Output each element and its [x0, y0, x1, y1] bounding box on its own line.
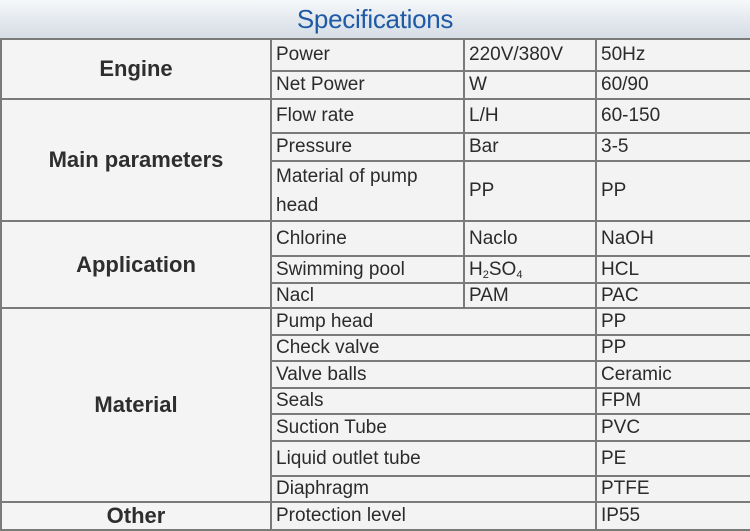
param-label: Protection level [271, 502, 596, 530]
param-value: HCL [596, 256, 750, 283]
param-unit: L/H [464, 99, 596, 133]
param-label: Liquid outlet tube [271, 441, 596, 476]
param-label: Pump head [271, 308, 596, 335]
param-value: 3-5 [596, 133, 750, 161]
param-value: FPM [596, 388, 750, 414]
group-main-parameters: Main parameters [1, 99, 271, 221]
param-value: 60-150 [596, 99, 750, 133]
formula-sub-4: 4 [516, 268, 523, 281]
param-unit: Naclo [464, 221, 596, 256]
param-label: Diaphragm [271, 476, 596, 502]
title-bar [0, 0, 750, 38]
chemical-formula [464, 256, 596, 283]
group-application: Application [1, 221, 271, 308]
param-value: NaOH [596, 221, 750, 256]
param-label: Pressure [271, 133, 464, 161]
param-value: Ceramic [596, 361, 750, 388]
param-label: Valve balls [271, 361, 596, 388]
param-label: Flow rate [271, 99, 464, 133]
param-unit: Bar [464, 133, 596, 161]
table-row [1, 308, 750, 335]
table-row [1, 99, 750, 133]
param-unit: W [464, 71, 596, 99]
formula-sub-2: 2 [482, 268, 489, 281]
param-value: IP55 [596, 502, 750, 530]
param-label: Seals [271, 388, 596, 414]
param-label: Material of pump head [271, 161, 464, 221]
param-value: 50Hz [596, 39, 750, 71]
formula-h: H [469, 258, 483, 280]
table-row [1, 39, 750, 71]
table-row [1, 502, 750, 530]
formula-so: SO [488, 258, 517, 280]
group-material: Material [1, 308, 271, 502]
param-value: PP [596, 308, 750, 335]
param-label: Power [271, 39, 464, 71]
param-value: PTFE [596, 476, 750, 502]
page-title: Specifications [296, 3, 454, 34]
param-unit: PAM [464, 283, 596, 308]
param-label: Swimming pool [271, 256, 464, 283]
group-other: Other [1, 502, 271, 530]
param-unit: PP [464, 161, 596, 221]
specifications-table [0, 38, 750, 531]
group-engine: Engine [1, 39, 271, 99]
param-label: Check valve [271, 335, 596, 361]
param-value: PE [596, 441, 750, 476]
param-value: 60/90 [596, 71, 750, 99]
param-unit: 220V/380V [464, 39, 596, 71]
param-label: Nacl [271, 283, 464, 308]
param-value: PAC [596, 283, 750, 308]
table-row [1, 221, 750, 256]
param-value: PP [596, 335, 750, 361]
param-label: Suction Tube [271, 414, 596, 441]
param-value: PP [596, 161, 750, 221]
param-label: Net Power [271, 71, 464, 99]
param-label: Chlorine [271, 221, 464, 256]
param-value: PVC [596, 414, 750, 441]
